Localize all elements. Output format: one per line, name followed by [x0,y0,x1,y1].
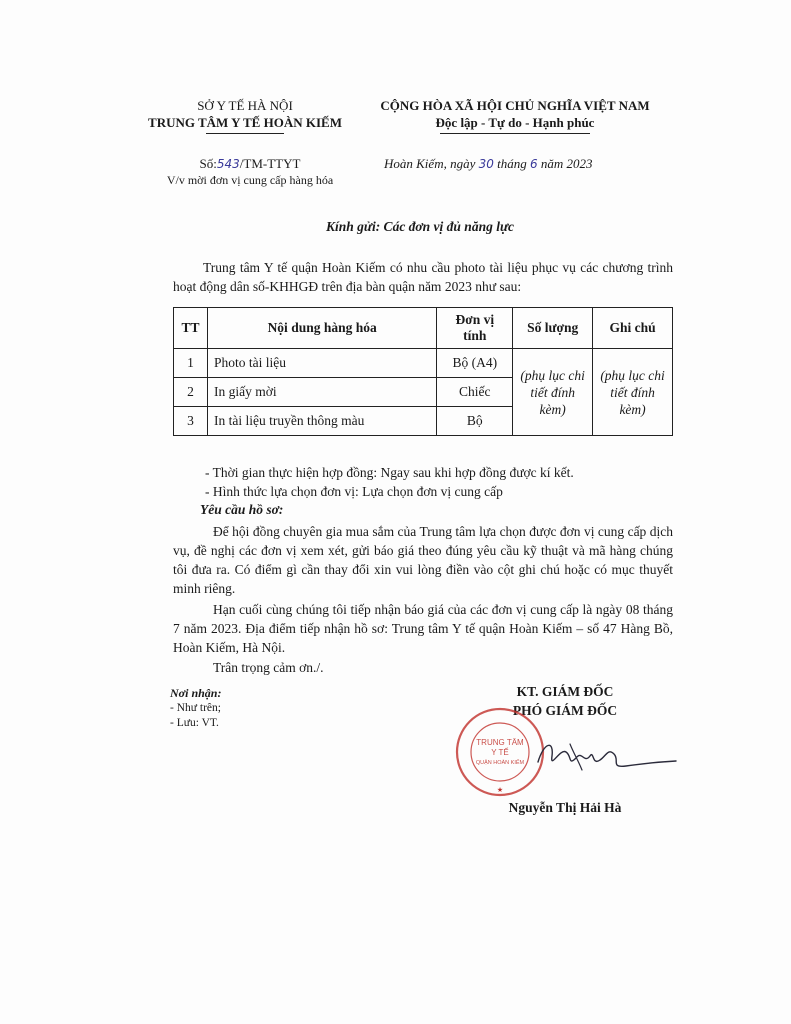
header-content: Nội dung hàng hóa [207,308,436,349]
salutation: Kính gửi: Các đơn vị đủ năng lực [325,219,515,234]
deadline-paragraph: Hạn cuối cùng chúng tôi tiếp nhận báo giá của các đơn vị cung cấp là ngày 08 tháng 7 năm 2023. Địa điểm tiếp nhận hồ sơ: Trung tâm Y tế quận Hoàn Kiếm – số 47 Hàng Bồ, Hoàn Kiếm, Hà Nội. [173,602,673,655]
list-item: - Như trên; [170,702,221,714]
row-content: In giấy mời [207,378,436,407]
document-subject: V/v mời đơn vị cung cấp hàng hóa [166,173,334,187]
doc-number-handwritten: 543 [216,157,240,171]
recipients-heading: Nơi nhận: [170,686,222,700]
signer-position: PHÓ GIÁM ĐỐC [512,703,618,718]
date-month-label: tháng [497,156,527,171]
date-place: Hoàn Kiếm, ngày [384,156,476,171]
nation-motto: Độc lập - Tự do - Hạnh phúc [435,115,595,130]
requirements-paragraph: Để hội đồng chuyên gia mua sắm của Trung tâm lựa chọn được đơn vị cung cấp dịch vụ, đề nghị các đơn vị xem xét, gửi báo giá theo đúng yêu cầu kỹ thuật và mã hàng chúng tôi đưa ra. Có điểm gì cần thay đổi xin vui lòng điền vào cột ghi chú hoặc có mục thuyết minh riêng. [173,524,673,596]
list-item: - Thời gian thực hiện hợp đồng: Ngay sau khi hợp đồng được kí kết. [205,465,574,480]
header-tt: TT [174,308,208,349]
date-day-handwritten: 30 [478,157,494,171]
doc-number-suffix: /TM-TTYT [239,156,301,171]
requirements-heading: Yêu cầu hồ sơ: [200,502,284,517]
stamp-text-line2: Y TẾ [491,748,509,757]
date-year: năm 2023 [540,156,593,171]
date-month-handwritten: 6 [530,157,538,171]
table-row [174,349,673,378]
document-number [150,155,350,173]
doc-number-prefix: Số: [199,156,217,171]
list-item: - Lưu: VT. [170,717,219,729]
row-unit: Bộ [437,407,513,436]
header-note: Ghi chú [593,308,673,349]
stamp-text-line3: QUẬN HOÀN KIẾM [475,760,525,766]
closing-line: Trân trọng cảm ơn./. [213,660,324,675]
table-header-row [174,308,673,349]
issuing-organization [130,97,360,134]
list-item: - Hình thức lựa chọn đơn vị: Lựa chọn đơn vị cung cấp [205,484,503,499]
row-tt: 3 [174,407,208,436]
handwritten-signature [530,730,680,780]
nation-name: CỘNG HÒA XÃ HỘI CHỦ NGHĨA VIỆT NAM [380,98,650,113]
header-quantity: Số lượng [513,308,593,349]
contract-terms [205,463,675,501]
goods-table [173,307,673,436]
org-name: TRUNG TÂM Y TẾ HOÀN KIẾM [148,115,342,130]
row-content: In tài liệu truyền thông màu [207,407,436,436]
row-tt: 2 [174,378,208,407]
national-heading [360,97,670,134]
org-parent: SỞ Y TẾ HÀ NỘI [197,98,293,113]
document-date [384,155,674,173]
row-unit: Bộ (A4) [437,349,513,378]
row-content: Photo tài liệu [207,349,436,378]
stamp-star: ★ [496,786,504,794]
stamp-text-line1: TRUNG TÂM [476,738,524,747]
row-tt: 1 [174,349,208,378]
header-unit: Đơn vị tính [437,308,513,349]
intro-paragraph: Trung tâm Y tế quận Hoàn Kiếm có nhu cầu photo tài liệu phục vụ các chương trình hoạt động dân số-KHHGĐ trên địa bàn quận năm 2023 như sau: [173,260,673,294]
remark-note: (phụ lục chi tiết đính kèm) [593,349,673,436]
recipients-block [170,686,221,731]
org-underline [206,133,284,134]
signer-authority: KT. GIÁM ĐỐC [516,684,614,699]
row-unit: Chiếc [437,378,513,407]
quantity-note: (phụ lục chi tiết đính kèm) [513,349,593,436]
signer-name: Nguyễn Thị Hải Hà [508,800,622,815]
motto-underline [440,133,590,134]
